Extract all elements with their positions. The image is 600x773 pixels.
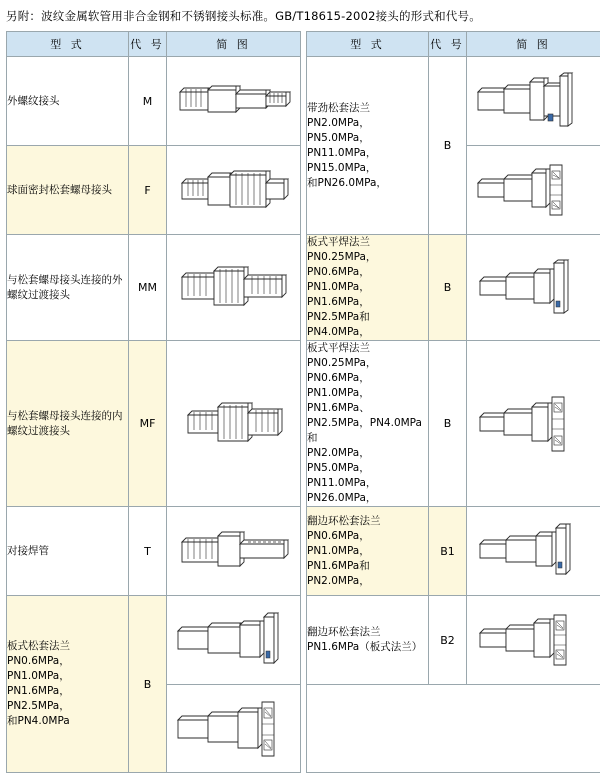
right-type-0: 带劲松套法兰 PN2.0MPa，PN5.0MPa， PN11.0MPa，PN15.0MPa， 和PN26.0MPa， bbox=[307, 57, 429, 235]
table-header bbox=[7, 32, 600, 57]
left-figure-4 bbox=[167, 507, 301, 596]
spherical-seal-union-nut-icon bbox=[174, 151, 294, 229]
butt-weld-pipe-icon bbox=[174, 512, 294, 590]
left-code-3: MF bbox=[129, 341, 167, 507]
right-figure-4 bbox=[467, 596, 600, 685]
left-type-1: 球面密封松套螺母接头 bbox=[7, 146, 129, 235]
left-figure-0 bbox=[167, 57, 301, 146]
right-code-4: B2 bbox=[429, 596, 467, 685]
plate-welding-flange-icon bbox=[474, 249, 594, 327]
header-figure-left: 简 图 bbox=[167, 32, 301, 57]
right-figure-2 bbox=[467, 341, 600, 507]
table-row bbox=[7, 596, 600, 685]
table-row bbox=[7, 235, 600, 341]
table-row bbox=[7, 57, 600, 146]
plate-welding-flange-2-icon bbox=[474, 385, 594, 463]
table-body bbox=[7, 57, 600, 773]
left-code-5: B bbox=[129, 596, 167, 773]
column-gap bbox=[301, 146, 307, 235]
left-type-3: 与松套螺母接头连接的内螺纹过渡接头 bbox=[7, 341, 129, 507]
left-code-4: T bbox=[129, 507, 167, 596]
right-type-3: 翻边环松套法兰 PN0.6MPa，PN1.0MPa， PN1.6MPa和PN2.0MPa， bbox=[307, 507, 429, 596]
right-type-2: 板式平焊法兰 PN0.25MPa，PN0.6MPa， PN1.0MPa，PN1.6MPa、 PN2.5MPa，PN4.0MPa和 PN2.0MPa，PN5.0MPa， PN11.0MPa，PN26.0MPa， bbox=[307, 341, 429, 507]
left-figure-5b bbox=[167, 685, 301, 773]
lap-joint-flange-2-icon bbox=[474, 601, 594, 679]
right-code-2: B bbox=[429, 341, 467, 507]
male-thread-fitting-icon bbox=[174, 62, 294, 140]
right-figure-0 bbox=[467, 57, 600, 146]
left-figure-5 bbox=[167, 596, 301, 685]
right-empty-cell bbox=[307, 685, 600, 773]
right-code-0: B bbox=[429, 57, 467, 235]
right-type-1: 板式平焊法兰 PN0.25MPa，PN0.6MPa， PN1.0MPa，PN1.6MPa， PN2.5MPa和PN4.0MPa， bbox=[307, 235, 429, 341]
right-figure-0b bbox=[467, 146, 600, 235]
fitting-types-table bbox=[6, 31, 600, 773]
header-code-left: 代 号 bbox=[129, 32, 167, 57]
table-row bbox=[7, 146, 600, 235]
right-figure-1 bbox=[467, 235, 600, 341]
header-figure-right: 简 图 bbox=[467, 32, 600, 57]
left-figure-2 bbox=[167, 235, 301, 341]
table-row bbox=[7, 507, 600, 596]
left-code-1: F bbox=[129, 146, 167, 235]
right-type-4: 翻边环松套法兰 PN1.6MPa（板式法兰） bbox=[307, 596, 429, 685]
header-code-right: 代 号 bbox=[429, 32, 467, 57]
table-row bbox=[7, 341, 600, 507]
right-figure-3 bbox=[467, 507, 600, 596]
left-type-2: 与松套螺母接头连接的外螺纹过渡接头 bbox=[7, 235, 129, 341]
female-transition-fitting-icon bbox=[174, 385, 294, 463]
left-code-2: MM bbox=[129, 235, 167, 341]
left-type-5: 板式松套法兰 PN0.6MPa，PN1.0MPa， PN1.6MPa，PN2.5MPa， 和PN4.0MPa bbox=[7, 596, 129, 773]
page-title: 另附：波纹金属软管用非合金钢和不锈钢接头标准。GB/T18615-2002接头的形式和代号。 bbox=[0, 0, 600, 31]
right-code-3: B1 bbox=[429, 507, 467, 596]
right-code-1: B bbox=[429, 235, 467, 341]
plate-loose-flange-section-icon bbox=[174, 690, 294, 768]
left-figure-3 bbox=[167, 341, 301, 507]
ribbed-loose-flange-section-icon bbox=[474, 151, 594, 229]
header-type-left: 型 式 bbox=[7, 32, 129, 57]
male-transition-fitting-icon bbox=[174, 249, 294, 327]
left-type-0: 外螺纹接头 bbox=[7, 57, 129, 146]
left-figure-1 bbox=[167, 146, 301, 235]
left-code-0: M bbox=[129, 57, 167, 146]
left-type-4: 对接焊管 bbox=[7, 507, 129, 596]
plate-loose-flange-icon bbox=[174, 601, 294, 679]
lap-joint-flange-icon bbox=[474, 512, 594, 590]
ribbed-loose-flange-icon bbox=[474, 62, 594, 140]
header-type-right: 型 式 bbox=[307, 32, 429, 57]
